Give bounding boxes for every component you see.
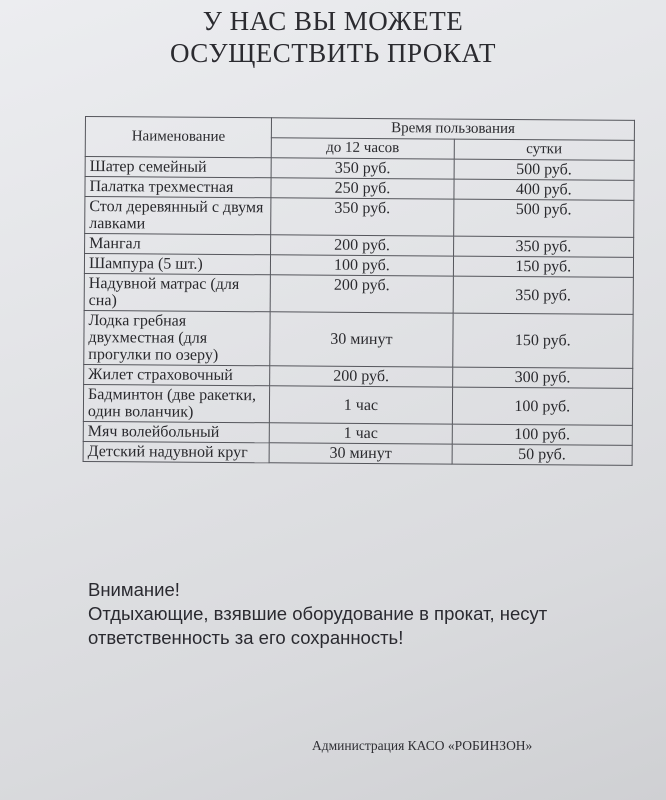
item-name: Лодка гребная двухместная (для прогулки по озеру)	[84, 310, 271, 365]
table-row	[85, 197, 634, 238]
table-row	[83, 441, 632, 465]
price-12h: 1 час	[270, 386, 453, 424]
header-12h: до 12 часов	[271, 138, 454, 159]
header-time: Время пользования	[272, 118, 635, 141]
price-day: 150 руб.	[453, 256, 633, 277]
item-name: Детский надувной круг	[83, 441, 269, 462]
price-day: 500 руб.	[453, 199, 634, 237]
header-name: Наименование	[85, 117, 272, 158]
table-row	[83, 384, 632, 425]
item-name: Мангал	[85, 234, 271, 255]
item-name: Шатер семейный	[85, 157, 271, 178]
price-day: 100 руб.	[452, 424, 632, 445]
header-day: сутки	[454, 139, 634, 160]
price-12h: 350 руб.	[271, 198, 454, 236]
price-day: 50 руб.	[452, 444, 632, 465]
notice-line-2: ответственность за его сохранность!	[88, 627, 404, 648]
price-12h: 200 руб.	[270, 275, 453, 313]
price-12h: 350 руб.	[271, 158, 454, 179]
item-name: Палатка трехместная	[85, 177, 271, 198]
price-day: 500 руб.	[454, 159, 634, 180]
item-name: Бадминтон (две ракетки, один воланчик)	[83, 384, 269, 422]
item-name: Шампура (5 шт.)	[84, 254, 270, 275]
notice-block	[88, 578, 648, 650]
title-line-1: У НАС ВЫ МОЖЕТЕ	[202, 6, 464, 36]
price-day: 300 руб.	[452, 367, 632, 388]
price-12h: 250 руб.	[271, 178, 454, 199]
item-name: Мяч волейбольный	[83, 421, 269, 442]
item-name: Жилет страховочный	[84, 364, 270, 385]
rental-price-table	[83, 116, 635, 466]
price-12h: 30 минут	[270, 312, 453, 367]
price-12h: 200 руб.	[271, 235, 454, 256]
table-row	[84, 273, 633, 314]
administration-signature: Администрация КАСО «РОБИНЗОН»	[312, 738, 533, 753]
table-header-row	[85, 117, 634, 141]
price-12h: 1 час	[269, 423, 452, 444]
notice-line-1: Отдыхающие, взявшие оборудование в прокат, несут	[88, 603, 548, 624]
price-day: 400 руб.	[454, 179, 634, 200]
title-line-2: ОСУЩЕСТВИТЬ ПРОКАТ	[169, 38, 497, 68]
price-day: 350 руб.	[453, 276, 634, 314]
price-day: 150 руб.	[452, 313, 633, 368]
price-12h: 30 минут	[269, 443, 452, 464]
price-day: 350 руб.	[453, 236, 633, 257]
price-12h: 100 руб.	[271, 255, 454, 276]
price-12h: 200 руб.	[270, 366, 453, 387]
table-row	[84, 310, 633, 368]
item-name: Надувной матрас (для сна)	[84, 273, 270, 311]
price-day: 100 руб.	[452, 387, 633, 425]
notice-heading: Внимание!	[88, 579, 180, 600]
item-name: Стол деревянный с двумя лавками	[85, 197, 271, 235]
